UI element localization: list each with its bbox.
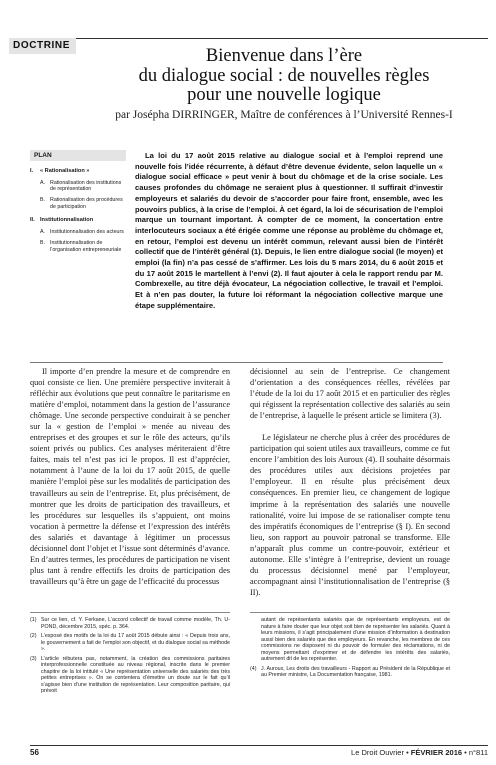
plan-item-number: A.: [40, 228, 46, 235]
footnotes-left: [30, 617, 230, 698]
footnote-number: [250, 617, 261, 663]
plan-heading: PLAN: [30, 150, 126, 161]
plan-item-label: Rationalisation des procédures de participation: [50, 197, 123, 210]
footnote-divider: [30, 612, 230, 613]
body-paragraph: décisionnel au sein de l’entreprise. Ce changement d’orientation a des conséquences réelles, révélées par l’étude de la loi du 17 août 2015 et en particulier des règles qui régissent la représentation collective des salariés au sein de l’entreprise, à laquelle le présent article se limitera (3).: [250, 367, 450, 421]
footnote-text: autant de représentants salariés que de représentants employeurs, est de nature à faire douter que leur objet soit bien de représenter les salariés. Quant à leurs missions, il s’agit principalement d’une mission d’information à destination aussi bien des salariés que des employeurs. En revanche, les membres de ces commissions ne disposent ni du pouvoir de formuler des réclamations, ni de moyens permettant d’exprimer et de défendre les intérêts des salariés, autrement dit de les représenter.: [261, 617, 450, 662]
plan-item: [40, 197, 126, 210]
footnote-text: Sur ce lien, cf. Y. Ferkane, L’accord collectif de travail comme modèle, Th. U-POND, décembre 2015, spéc. p. 364.: [41, 617, 230, 630]
footnote: [30, 617, 230, 630]
footnote: [30, 656, 230, 695]
body-column-left: [30, 366, 230, 587]
plan-item-number: A.: [40, 179, 46, 186]
footnote-text: L’exposé des motifs de la loi du 17 août 2015 débute ainsi : « Depuis trois ans, le gouvernement a fait de l’emploi son objectif, et du dialogue social sa méthode ».: [41, 633, 230, 652]
footnote: [250, 666, 450, 679]
title-line: pour une nouvelle logique: [187, 85, 381, 105]
section-badge: DOCTRINE: [9, 38, 76, 54]
footnote: [30, 633, 230, 653]
title-line: Bienvenue dans l’ère: [205, 46, 363, 66]
body-paragraph: Le législateur ne cherche plus à créer des procédures de participation qui soient utiles aux travailleurs, comme ce fut encore l’ambition des lois Auroux (4). Il souhaite désormais des procédures utiles aux décisions projetées par l’employeur. Il en résulte plus précisément deux conséquences. En premier lieu, ce changement de logique imprime à la représentation des salariés une nouvelle rationalité, voire lui impose de se rationaliser compte tenu des impératifs économiques de l’entreprise (§ I). En second lieu, son rapport au pouvoir patronal se transforme. Elle n’apparaît plus comme un contre-pouvoir, extérieur et autonome. Elle s’intègre à l’entreprise, devient un rouage du processus décisionnel mené par l’employeur, accompagnant ainsi l’institutionnalisation de l’entreprise (§ II).: [250, 433, 450, 597]
footnote-continuation: [250, 617, 450, 663]
footnote-text: L’article rébutera pas, notamment, la création des commissions paritaires interprofessionnelle constituée au niveau régional, inscrite dans le premier chapitre de la loi intitulé « Une représentation universelle des salariés des très petites entreprises ». On se contentera d’émettre un doute sur le fait qu’il s’agisse bien d’une institution de représentation. Leur composition paritaire, qui prévoit: [41, 655, 230, 694]
plan-box: [30, 150, 126, 253]
plan-item: [40, 240, 126, 253]
plan-section-label: « Rationalisation »: [40, 168, 90, 174]
intro-paragraph: La loi du 17 août 2015 relative au dialogue social et à l’emploi reprend une nouvelle fois l’idée récurrente, à défaut d’être devenue évidente, selon laquelle un « dialogue social efficace » peut venir à bout du chômage et de la crise sociale. Les causes profondes du chômage ne seraient plus à questionner. Il suffirait d’investir employeurs et salariés du devoir de s’accorder pour faire front, ensemble, avec les pouvoirs publics, à la crise de l’emploi. À cet égard, la loi de sécurisation de l’emploi marque un tournant important. À compter de ce moment, la concertation entre interlocuteurs sociaux a été érigée comme une réponse au problème du chômage et, en retour, l’emploi est devenu un intérêt commun, relevant aussi bien de l’intérêt collectif que de l’intérêt général (1). Depuis, le lien entre dialogue social (le moyen) et emploi (la fin) n’a pas cessé de s’affirmer. Les lois du 5 mars 2014, du 6 août 2015 et du 17 août 2015 le martellent à l’envi (2). Il faut ajouter à cela le rapport rendu par M. Combrexelle, au titre déjà évocateur, La négociation collective, le travail et l’emploi. Et à n’en pas douter, la future loi réformant la négociation collective marque une étape supplémentaire.: [135, 151, 443, 310]
body-column-right: [250, 366, 450, 598]
title-line: du dialogue social : de nouvelles règles: [138, 65, 430, 86]
plan-item-label: Institutionnalisation de l’organisation entrepreneuriale: [50, 240, 122, 253]
journal-number: n°811: [468, 748, 488, 757]
footer-rule: [30, 745, 488, 746]
intro-abstract: [135, 151, 443, 312]
plan-item: [40, 229, 126, 235]
footnote-divider: [250, 612, 450, 613]
plan-section-number: I.: [30, 168, 34, 174]
plan-item: [40, 180, 126, 193]
footnote-number: (4): [250, 665, 257, 672]
journal-issue: FÉVRIER 2016: [410, 748, 463, 757]
plan-item-number: B.: [40, 197, 46, 204]
footnote-number: (1): [30, 617, 37, 623]
plan-section: [30, 168, 126, 175]
byline: par Josépha DIRRINGER, Maître de conférences à l’Université Rennes-I: [115, 109, 453, 121]
plan-section-number: II.: [30, 217, 35, 224]
footnote-number: (2): [30, 633, 37, 639]
plan-section: [30, 217, 126, 224]
plan-item-label: Rationalisation des institutions de représentation: [50, 179, 122, 192]
plan-item-number: B.: [40, 240, 46, 247]
article-title: [80, 47, 488, 106]
footnote-text: J. Auroux, Les droits des travailleurs - Rapport au Président de la République et au Premier ministre, La Documentation française, 1981.: [261, 665, 450, 678]
page-number: 56: [30, 748, 39, 757]
footnotes-right: [250, 617, 450, 682]
journal-name: Le Droit Ouvrier: [351, 748, 404, 757]
intro-divider: [30, 362, 443, 363]
footnote-number: (3): [30, 655, 37, 662]
body-paragraph: Il importe d’en prendre la mesure et de comprendre en quoi consiste ce lien. Une première perspective inviterait à réfléchir aux évolutions que peut connaître le paritarisme en matière d’emploi, notamment dans la gestion de l’assurance chômage. Une seconde perspective conduirait à se pencher sur la « gestion de l’emploi » menée au niveau des entreprises et des groupes et sur le rôle des acteurs, qu’ils soient privés ou publics. Ces analyses mériteraient d’être faites, mais tel n’est pas ici le propos. Il est d’apprécier, notamment à l’aune de la loi du 17 août 2015, de quelle manière l’emploi pèse sur les modalités de participation des travailleurs au sein de l’entreprise. Et, plus précisément, de montrer que les droits de participation des travailleurs, et les procédures sur lesquelles ils s’appuient, ont moins vocation à permettre la défense et l’expression des intérêts des salariés et davantage à légitimer un processus décisionnel dont l’objet et l’issue sont déterminés d’avance. En d’autres termes, les procédures de participation ne visent plus tant à rendre effectifs les droits de participation des travailleurs qu’à être un gage de l’efficacité du processus: [30, 367, 230, 586]
journal-footer: Le Droit Ouvrier • FÉVRIER 2016 • n°811: [351, 748, 488, 757]
header-rule: [76, 38, 488, 39]
plan-item-label: Institutionnalisation des acteurs: [50, 228, 124, 235]
plan-section-label: Institutionnalisation: [40, 217, 94, 224]
